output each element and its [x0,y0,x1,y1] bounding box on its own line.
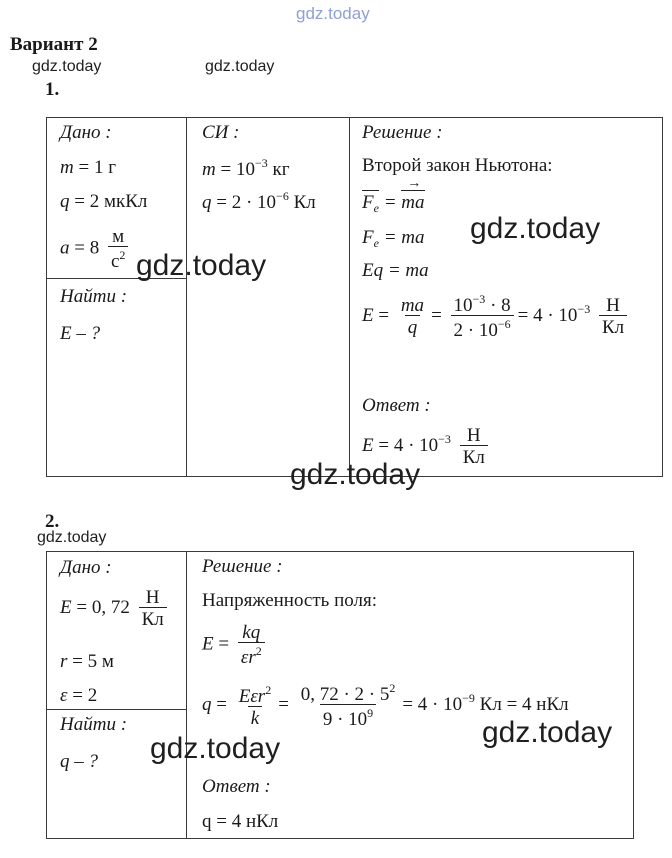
task2-given-distance: r = 5 м [60,651,114,672]
task1-answer-header: Ответ : [362,395,431,416]
task1-eq-vector: $F_e$ = ma → [362,193,425,214]
task1-given-mass: m = 1 г [60,157,116,178]
task1-answer-value: $E = 4 \cdot 10^{-3}$ $\frac{Н}{Кл}$ [362,426,492,467]
task2-eq-charge: q = $\frac{E\varepsilon r^2}{k}$ = $\frac{0, 72 \cdot 2 \cdot 5^2}{9 \cdot 10^9}$ = $4 \cdot 10^{-9}$ Кл = 4 нКл [202,681,569,730]
task1-si-mass: $m = 10^{-3}$ кг [202,156,290,180]
task2-given-field: E = 0, 72 $\frac{Н}{Кл}$ [60,588,171,629]
task1-find-header: Найти : [60,286,128,307]
task1-given-header: Дано : [60,122,112,143]
watermark-large: gdz.today [470,212,601,245]
watermark-small: gdz.today [37,529,107,546]
watermark-small: gdz.today [205,58,275,75]
watermark-large: gdz.today [482,716,613,749]
task2-answer-value: q = 4 нКл [202,811,279,832]
watermark-large: gdz.today [136,249,267,282]
task2-given-header: Дано : [60,557,112,578]
task1-eq-scalar: $F_e$ = ma [362,227,425,250]
task2-number: 2. [45,511,60,532]
task2-find-header: Найти : [60,714,128,735]
task1-eq-eq-ma: Eq = ma [362,260,429,281]
variant-heading: Вариант 2 [10,34,98,55]
task2-eq-field: E = $\frac{kq}{\varepsilon r^2}$ [202,623,269,667]
task1-given-acceleration: a = 8 $\frac{м}{с^2}$ [60,227,132,271]
task1-given-charge: q = 2 мкКл [60,191,148,212]
task2-given-epsilon: ε = 2 [60,685,98,706]
task2-find-value: q – ? [60,751,98,772]
task2-field-text: Напряженность поля: [202,590,377,611]
task1-eq-result: E = $\frac{ma}{q}$ = $\frac{10^{-3} \cdot 8}{2 \cdot 10^{-6}}$ = $4 \cdot 10^{-3}$ $\frac{Н}{Кл}$ [362,293,631,340]
task1-number: 1. [45,79,60,100]
task1-find-value: E – ? [60,323,101,344]
watermark-small: gdz.today [32,58,102,75]
task1-si-charge: $q = 2 \cdot 10^{-6}$ Кл [202,189,316,213]
task2-answer-header: Ответ : [202,776,271,797]
task1-si-header: СИ : [202,122,240,143]
watermark-large: gdz.today [150,732,281,765]
top-watermark: gdz.today [296,4,370,23]
task1-solution-header: Решение : [362,122,443,143]
task2-solution-header: Решение : [202,556,283,577]
task1-law-text: Второй закон Ньютона: [362,155,553,176]
watermark-large: gdz.today [290,458,421,491]
